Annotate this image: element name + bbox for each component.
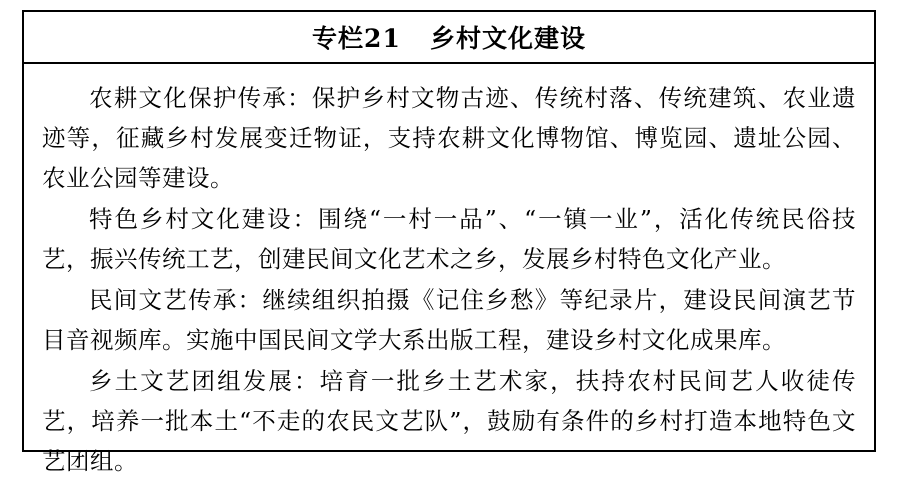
feature-box-header bbox=[24, 12, 874, 64]
paragraph-3: 民间文艺传承：继续组织拍摄《记住乡愁》等纪录片，建设民间演艺节目音视频库。实施中国民间文学大系出版工程，建设乡村文化成果库。 bbox=[42, 286, 856, 354]
paragraph-4: 乡土文艺团组发展：培育一批乡土艺术家，扶持农村民间艺人收徒传艺，培养一批本土“不走的农民文艺队”，鼓励有条件的乡村打造本地特色文艺团组。 bbox=[42, 367, 856, 475]
paragraph-2: 特色乡村文化建设：围绕“一村一品”、“一镇一业”，活化传统民俗技艺，振兴传统工艺，创建民间文化艺术之乡，发展乡村特色文化产业。 bbox=[42, 205, 856, 273]
feature-box bbox=[22, 10, 876, 475]
paragraph-1: 农耕文化保护传承：保护乡村文物古迹、传统村落、传统建筑、农业遗迹等，征藏乡村发展变迁物证，支持农耕文化博物馆、博览园、遗址公园、农业公园等建设。 bbox=[42, 84, 856, 192]
page-title: 专栏21 乡村文化建设 bbox=[312, 24, 586, 53]
feature-box-body bbox=[24, 64, 874, 481]
